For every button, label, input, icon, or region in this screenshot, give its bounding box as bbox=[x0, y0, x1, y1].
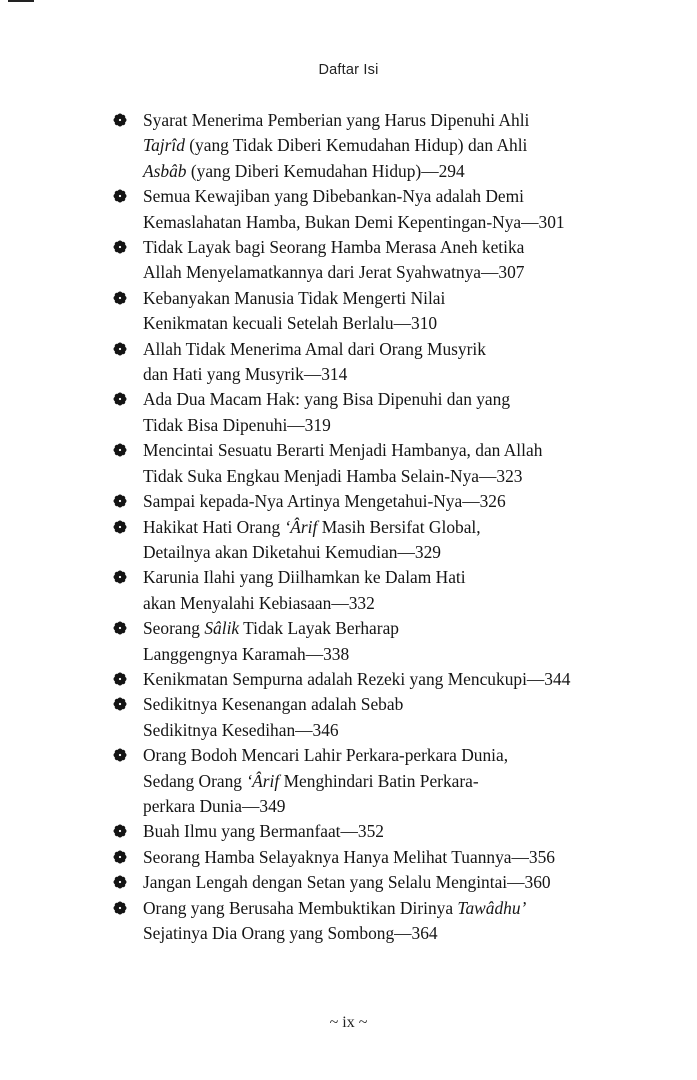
toc-italic-term: Tajrîd bbox=[143, 135, 185, 156]
flower-bullet-icon bbox=[113, 494, 127, 508]
toc-italic-term: ‘Ârif bbox=[246, 770, 280, 791]
toc-text: Tidak Bisa Dipenuhi—319 bbox=[143, 414, 331, 435]
toc-text: Seorang Hamba Selayaknya Hanya Melihat Tuannya—356 bbox=[143, 846, 555, 867]
toc-entry bbox=[113, 438, 633, 489]
toc-text: Kenikmatan Sempurna adalah Rezeki yang Mencukupi—344 bbox=[143, 668, 571, 689]
toc-entry-line bbox=[143, 794, 633, 819]
toc-text: Seorang bbox=[143, 618, 205, 639]
flower-bullet-icon bbox=[113, 621, 127, 635]
toc-text: perkara Dunia—349 bbox=[143, 795, 286, 816]
toc-text: Sampai kepada-Nya Artinya Mengetahui-Nya—326 bbox=[143, 491, 506, 512]
toc-entry-line bbox=[143, 769, 633, 794]
flower-bullet-icon bbox=[113, 901, 127, 915]
flower-bullet-icon bbox=[113, 672, 127, 686]
flower-bullet-icon bbox=[113, 240, 127, 254]
flower-bullet-icon bbox=[113, 520, 127, 534]
toc-entry bbox=[113, 108, 633, 184]
toc-entry-line bbox=[143, 286, 633, 311]
toc-entry-line bbox=[143, 692, 633, 717]
toc-text: Karunia Ilahi yang Diilhamkan ke Dalam Hati bbox=[143, 567, 466, 588]
flower-bullet-icon bbox=[113, 570, 127, 584]
flower-bullet-icon bbox=[113, 875, 127, 889]
toc-text: akan Menyalahi Kebiasaan—332 bbox=[143, 592, 375, 613]
toc-entry bbox=[113, 845, 633, 870]
toc-italic-term: Asbâb bbox=[143, 160, 187, 181]
toc-text: Buah Ilmu yang Bermanfaat—352 bbox=[143, 821, 384, 842]
toc-entry-line bbox=[143, 642, 633, 667]
toc-entry-line bbox=[143, 210, 633, 235]
toc-entry-line bbox=[143, 362, 633, 387]
toc-entry bbox=[113, 616, 633, 667]
toc-entry-line bbox=[143, 489, 633, 514]
flower-bullet-icon bbox=[113, 748, 127, 762]
toc-text: Allah Tidak Menerima Amal dari Orang Musyrik bbox=[143, 338, 486, 359]
toc-text: Detailnya akan Diketahui Kemudian—329 bbox=[143, 541, 441, 562]
toc-text: Tidak Suka Engkau Menjadi Hamba Selain-Nya—323 bbox=[143, 465, 523, 486]
flower-bullet-icon bbox=[113, 443, 127, 457]
toc-text: Semua Kewajiban yang Dibebankan-Nya adalah Demi bbox=[143, 186, 525, 207]
toc-entry bbox=[113, 286, 633, 337]
toc-entry-line bbox=[143, 667, 633, 692]
flower-bullet-icon bbox=[113, 113, 127, 127]
toc-entry-line bbox=[143, 896, 633, 921]
flower-bullet-icon bbox=[113, 189, 127, 203]
flower-bullet-icon bbox=[113, 824, 127, 838]
toc-italic-term: ‘Ârif bbox=[284, 516, 318, 537]
toc-italic-term: Sâlik bbox=[204, 618, 240, 639]
toc-entry-line bbox=[143, 464, 633, 489]
toc-entry-line bbox=[143, 260, 633, 285]
toc-entry bbox=[113, 489, 633, 514]
toc-entry-line bbox=[143, 819, 633, 844]
toc-text: Ada Dua Macam Hak: yang Bisa Dipenuhi dan yang bbox=[143, 389, 511, 410]
toc-text: Kebanyakan Manusia Tidak Mengerti Nilai bbox=[143, 287, 446, 308]
toc-entry bbox=[113, 667, 633, 692]
toc-entry-line bbox=[143, 616, 633, 641]
flower-bullet-icon bbox=[113, 342, 127, 356]
toc-entry-line bbox=[143, 235, 633, 260]
toc-text: Tidak Layak bagi Seorang Hamba Merasa Aneh ketika bbox=[143, 237, 525, 258]
toc-text: Orang Bodoh Mencari Lahir Perkara-perkara Dunia, bbox=[143, 745, 509, 766]
toc-entry-line bbox=[143, 718, 633, 743]
toc-italic-term: Tawâdhu’ bbox=[457, 897, 527, 918]
toc-entry bbox=[113, 692, 633, 743]
toc-text: (yang Diberi Kemudahan Hidup)—294 bbox=[186, 160, 465, 181]
toc-text: Sedang Orang bbox=[143, 770, 247, 791]
toc-text: Masih Bersifat Global, bbox=[317, 516, 481, 537]
toc-entry-line bbox=[143, 743, 633, 768]
toc-text: Sejatinya Dia Orang yang Sombong—364 bbox=[143, 923, 438, 943]
toc-text: Syarat Menerima Pemberian yang Harus Dipenuhi Ahli bbox=[143, 110, 530, 130]
toc-entry-line bbox=[143, 870, 633, 895]
toc-text: Sedikitnya Kesenangan adalah Sebab bbox=[143, 694, 404, 715]
toc-entry-line bbox=[143, 515, 633, 540]
toc-text: Kenikmatan kecuali Setelah Berlalu—310 bbox=[143, 313, 438, 334]
toc-entry-line bbox=[143, 337, 633, 362]
toc-text: Sedikitnya Kesedihan—346 bbox=[143, 719, 339, 740]
table-of-contents bbox=[113, 108, 633, 946]
toc-entry bbox=[113, 870, 633, 895]
toc-entry-line bbox=[143, 438, 633, 463]
toc-text: dan Hati yang Musyrik—314 bbox=[143, 364, 348, 385]
toc-entry bbox=[113, 515, 633, 566]
toc-entry bbox=[113, 565, 633, 616]
flower-bullet-icon bbox=[113, 291, 127, 305]
flower-bullet-icon bbox=[113, 850, 127, 864]
running-head: Daftar Isi bbox=[318, 62, 379, 78]
toc-entry-line bbox=[143, 159, 633, 184]
toc-text: Langgengnya Karamah—338 bbox=[143, 643, 350, 664]
toc-text: (yang Tidak Diberi Kemudahan Hidup) dan Ahli bbox=[184, 135, 528, 156]
toc-entry-line bbox=[143, 540, 633, 565]
toc-entry bbox=[113, 743, 633, 819]
toc-entry bbox=[113, 235, 633, 286]
flower-bullet-icon bbox=[113, 697, 127, 711]
toc-entry bbox=[113, 337, 633, 388]
toc-text: Allah Menyelamatkannya dari Jerat Syahwatnya—307 bbox=[143, 262, 525, 283]
toc-entry bbox=[113, 896, 633, 947]
toc-text: Kemaslahatan Hamba, Bukan Demi Kepentingan-Nya—301 bbox=[143, 211, 565, 232]
toc-entry-line bbox=[143, 591, 633, 616]
toc-text: Menghindari Batin Perkara- bbox=[279, 770, 479, 791]
toc-text: Tidak Layak Berharap bbox=[239, 618, 399, 639]
toc-text: Orang yang Berusaha Membuktikan Dirinya bbox=[143, 897, 458, 918]
toc-text: Jangan Lengah dengan Setan yang Selalu Mengintai—360 bbox=[143, 872, 551, 893]
toc-text: Mencintai Sesuatu Berarti Menjadi Hambanya, dan Allah bbox=[143, 440, 543, 461]
toc-text: Hakikat Hati Orang bbox=[143, 516, 285, 537]
toc-entry-line bbox=[143, 413, 633, 438]
toc-entry-line bbox=[143, 387, 633, 412]
toc-entry-line bbox=[143, 108, 633, 133]
toc-entry-line bbox=[143, 921, 633, 946]
toc-entry-line bbox=[143, 311, 633, 336]
toc-entry-line bbox=[143, 133, 633, 158]
toc-entry bbox=[113, 184, 633, 235]
toc-entry-line bbox=[143, 565, 633, 590]
toc-entry-line bbox=[143, 845, 633, 870]
flower-bullet-icon bbox=[113, 392, 127, 406]
corner-crop-mark bbox=[8, 0, 34, 2]
toc-entry-line bbox=[143, 184, 633, 209]
toc-entry bbox=[113, 819, 633, 844]
toc-entry bbox=[113, 387, 633, 438]
page-number: ~ ix ~ bbox=[329, 1014, 368, 1031]
